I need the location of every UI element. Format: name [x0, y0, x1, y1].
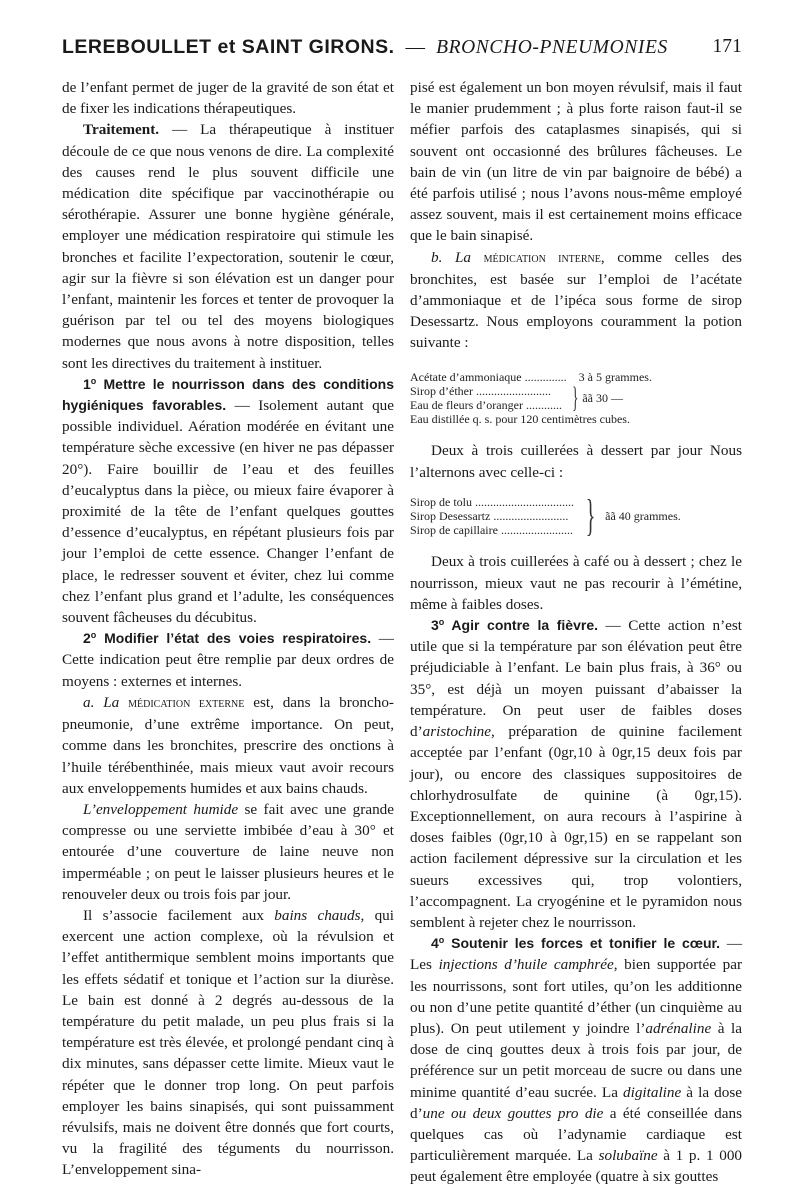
section-heading: 4$^o$ Soutenir les forces et tonifier le cœur.	[431, 935, 721, 952]
paragraph-dose-1: Deux à trois cuillerées à dessert par jour Nous l’alternons avec celle-ci :	[410, 442, 742, 481]
header-title: BRONCHO-PNEUMONIES	[436, 37, 668, 58]
section-heading: 1$^o$ Mettre le nourrisson dans des conditions hygiéniques favorables.	[62, 375, 394, 414]
formula-line: Sirop d’éther .........................	[410, 383, 551, 398]
paragraph-medication-interne: b. La médication interne, comme celles des bronchites, est basée sur l’emploi de l’acétate d’ammoniaque et de l’ipéca sous forme de sirop Desessartz. Nous employons couramment la potion suivante :	[410, 248, 742, 352]
paragraph-traitement: Traitement. — La thérapeutique à instituer découle de ce que nous venons de dire. La complexité des causes rend le plus souvent difficile une médication dite spécifique par vaccinothérapie ou sérothérapie. Assurer une bonne hygiène générale, employer une médication respiratoire qui stimule les bronches et facilite l’expectoration, soutenir le cœur, agir sur la fièvre si son élévation est un danger pour l’enfant, maintenir les forces et tenter de provoquer la guérison par tel ou tel des moyens biologiques modernes que nous avons à notre disposition, telles sont les directives du traitement à instituer.	[62, 121, 394, 372]
section-heading: 2$^o$ Modifier l’état des voies respiratoires.	[83, 630, 372, 647]
formula-line: Acétate d’ammoniaque .............. 3 à 5 grammes.	[410, 369, 652, 384]
paragraph-dose-2: Deux à trois cuillerées à café ou à dessert ; chez le nourrisson, mieux vaut ne pas recourir à l’émétine, même à faibles doses.	[410, 553, 742, 613]
page-number: 171	[712, 36, 742, 57]
header-separator: —	[405, 37, 426, 58]
prescription-formula-1	[410, 370, 742, 427]
formula-quantity: ãã 40 grammes.	[605, 509, 681, 524]
prescription-formula-2	[410, 491, 742, 541]
left-column	[62, 77, 394, 1181]
brace: }	[585, 491, 596, 541]
paragraph-enveloppement: L’enveloppement humide se fait avec une grande compresse ou une serviette imbibée d’eau à 30° et entourée d’une couverture de laine neuve non imperméable ; on peut le laisser plusieurs heures et le renouveler deux ou trois fois par jour.	[62, 800, 394, 903]
formula-line: Sirop Desessartz .........................	[410, 509, 569, 524]
paragraph: pisé est également un bon moyen révulsif, mais il faut le manier prudemment ; à plus forte raison faut-il se méfier parfois des cataplasmes sinapisés, qui si souvent ont occasionné des brûlures fâcheuses. Le bain de vin (un litre de vin par baignoire de bébé) a été parfois utilisé ; nous l’avons nous-même employé assez souvent, mais il est certainement moins efficace que le bain sinapisé.	[410, 79, 742, 245]
formula-line: Sirop de tolu .................................	[410, 494, 574, 509]
right-column	[410, 77, 742, 1188]
section-heading: Traitement.	[83, 121, 160, 139]
paragraph-section-2: 2$^o$ Modifier l’état des voies respiratoires. — Cette indication peut être remplie par deux ordres de moyens : externes et internes.	[62, 630, 394, 690]
header-authors: LEREBOULLET et SAINT GIRONS.	[62, 36, 395, 58]
brace: }	[571, 381, 579, 415]
running-header	[62, 36, 742, 59]
formula-quantity: ãã 30 —	[582, 390, 624, 405]
section-heading: 3$^o$ Agir contre la fièvre.	[431, 617, 598, 634]
formula-line: Sirop de capillaire ........................	[410, 523, 573, 538]
paragraph-medication-externe: a. La médication externe est, dans la broncho-pneumonie, d’une extrême importance. On peut, comme dans les bronchites, prescrire des onctions à l’huile térébenthinée, mais mieux vaut avoir recours aux enveloppements humides et aux bains chauds.	[62, 693, 394, 797]
paragraph: de l’enfant permet de juger de la gravité de son état et de fixer les indications thérapeutiques.	[62, 79, 394, 118]
formula-line: Eau distillée q. s. pour 120 centimètres cubes.	[410, 412, 630, 427]
formula-line: Eau de fleurs d’oranger ............	[410, 398, 562, 413]
paragraph-section-3: 3$^o$ Agir contre la fièvre. — Cette action n’est utile que si la température par son élévation peut être préjudiciable à l’enfant. Le bain plus frais, à 36° ou 35°, est déjà un moyen puissant d’abaisser la température. On peut user de faibles doses d’aristochine, préparation de quinine facilement acceptée par l’enfant (0gr,10 à 0gr,15 deux fois par jour), ou encore des classiques suppositoires de chlorhydrosulfate de quinine (à 0gr,15). Exceptionnellement, on aura recours à l’aspirine à doses faibles (0gr,10 à 0gr,15) en se rappelant son action facilement dépressive sur la circulation et les sueurs excessives qui, trop volontiers, l’accompagnent. La cryogénine et le pyramidon nous semblent à rejeter chez le nourrisson.	[410, 617, 743, 931]
paragraph-section-4: 4$^o$ Soutenir les forces et tonifier le cœur. — Les injections d’huile camphrée, bien supportée par les nourrissons, sont fort utiles, qu’on les additionne ou non d’une petite quantité d’éther (un cinquième au plus). On peut utilement y joindre l’adrénaline à la dose de cinq gouttes deux à trois fois par jour, de préférence sur un petit morceau de sucre ou dans une minime quantité d’eau sucrée. La digitaline à la dose d’une ou deux gouttes pro die a été conseillée dans quelques cas où l’adynamie cardiaque est particulièrement marquée. La solubaïne à 1 p. 1 000 peut également être employée (quatre à six gouttes	[410, 935, 743, 1186]
paragraph-section-1: 1$^o$ Mettre le nourrisson dans des conditions hygiéniques favorables. — Isolement autant que possible individuel. Aération modérée en évitant une température sèche excessive (en hiver ne pas dépasser 20°). Faire bouillir de l’eau et des feuilles d’eucalyptus dans la pièce, ou mieux faire évaporer à proximité de la tête de l’enfant quelques gouttes d’essence d’eucalyptus, en répétant plusieurs fois par jour l’emploi de cette essence. Changer l’enfant de place, le redresser souvent et éviter, chez lui comme chez l’enfant plus grand et l’adulte, les conséquences souvent fâcheuses du décubitus.	[62, 375, 394, 627]
paragraph-bains: Il s’associe facilement aux bains chauds, qui exercent une action complexe, où la révulsion et l’effet antithermique semblent moins importants que les effets sédatif et tonique et l’action sur la diurèse. Le bain est donné à 2 degrés au-dessous de la température du petit malade, un peu plus frais si la température est très élevée, et prolongé pendant cinq à dix minutes, sans dépasser cette limite. Mieux vaut le répéter que le donner trop long. On peut parfois employer les bains sinapisés, qui sont puissamment révulsifs, mais ne doivent être donnés que fort courts, vu la fragilité des téguments du nourrisson. L’enveloppement sina-	[62, 906, 394, 1179]
